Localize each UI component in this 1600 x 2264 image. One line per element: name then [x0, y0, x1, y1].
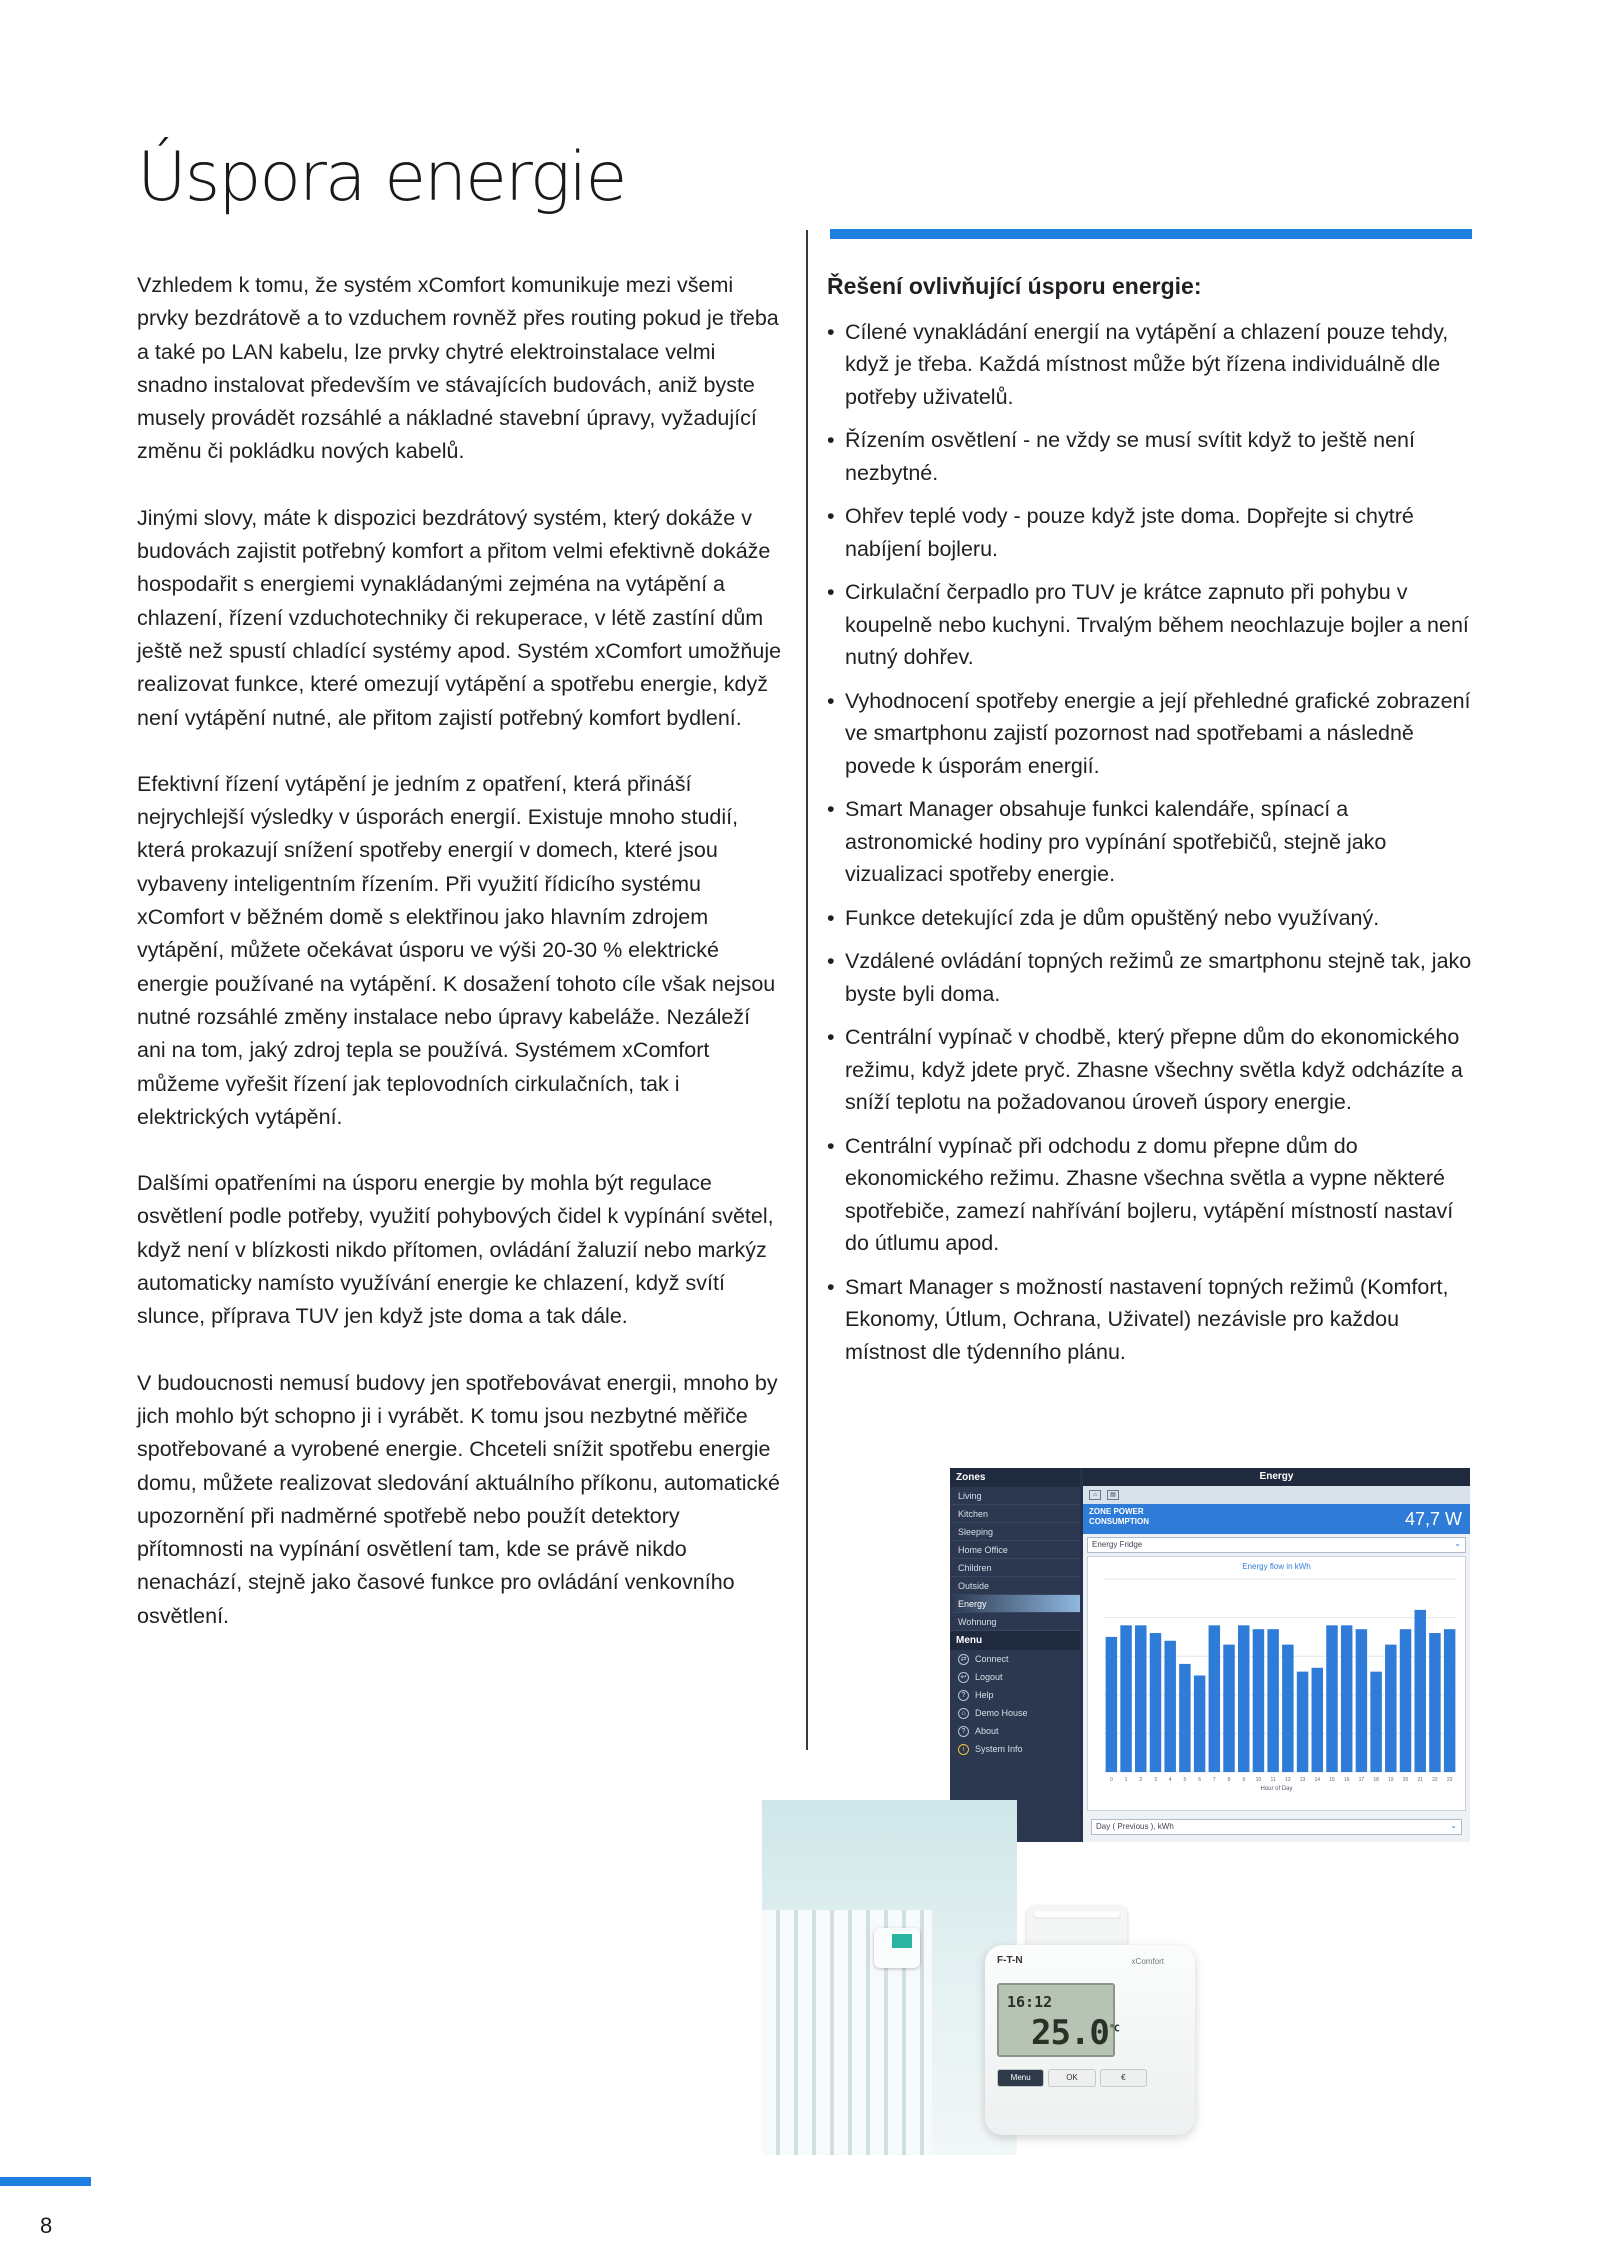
- bar-2: [1135, 1625, 1146, 1772]
- thermostat-cap-ring: [1033, 1911, 1121, 1919]
- bar-15: [1326, 1625, 1337, 1772]
- x-tick-label: 2: [1139, 1777, 1143, 1783]
- x-tick-label: 19: [1388, 1777, 1394, 1783]
- thermostat-menu-button: Menu: [997, 2069, 1044, 2087]
- paragraph: Jinými slovy, máte k dispozici bezdrátový systém, který dokáže v budovách zajistit potřebný komfort a přitom velmi efektivně dokáže hospodařit s energiemi vynakládanými zejména na vytápění a chlazení, řízení vzduchotechniky či rekuperace, v létě zastíní dům ještě než spustí chladící systémy apod. Systém xComfort umožňuje realizovat funkce, které omezují vytápění a spotřebu energie, když není vytápění nutné, ale přitom zajistí potřebný komfort bydlení.: [137, 505, 782, 730]
- x-tick-label: 14: [1314, 1777, 1321, 1783]
- paragraph: Efektivní řízení vytápění je jedním z opatření, která přináší nejrychlejší výsledky v úsporách energií. Existuje mnoho studií, která prokazují snížení spotřeby energií v domech, které jsou vybaveny inteligentním řízením. Při využití řídicího systému xComfort v běžném domě s elektřinou jako hlavním zdrojem vytápění, můžete očekávat úsporu ve výši 20-30 % elektrické energie používané na vytápění. K dosažení tohoto cíle však nejsou nutné rozsáhlé změny instalace nebo úpravy kabeláže. Nezáleží ani na tom, jaký zdroj tepla se používá. Systémem xComfort můžeme vyřešit řízení jak teplovodních cirkulačních, tak i elektrických vytápění.: [137, 771, 776, 1129]
- chevron-down-icon: ⌄: [1450, 1821, 1457, 1830]
- radiator-photo: [762, 1800, 1017, 2155]
- list-item: • Řízením osvětlení - ne vždy se musí svítit když to ještě není nezbytné.: [827, 424, 1475, 489]
- page-number: 8: [40, 2213, 53, 2238]
- sidebar-item-wohnung[interactable]: Wohnung: [950, 1613, 1080, 1631]
- bar-17: [1356, 1629, 1367, 1772]
- x-tick-label: 10: [1255, 1777, 1262, 1783]
- right-column: [827, 270, 1475, 1379]
- connect-icon: ⇄: [958, 1654, 969, 1665]
- bar-19: [1385, 1645, 1396, 1772]
- list-item: • Centrální vypínač v chodbě, který přepne dům do ekonomického režimu, když jdete pryč. Zhasne všechny světla když odcházíte a sníží teplotu na požadovanou úroveň úspory energie.: [827, 1021, 1475, 1119]
- thermostat-temperature: [1031, 2013, 1119, 2053]
- sidebar-item-sleeping[interactable]: Sleeping: [950, 1523, 1080, 1541]
- bar-3: [1150, 1633, 1161, 1772]
- menu-item-label: Demo House: [975, 1708, 1028, 1718]
- bar-0: [1106, 1637, 1117, 1772]
- list-item: • Smart Manager s možností nastavení topných režimů (Komfort, Ekonomy, Útlum, Ochrana, Uživatel) nezávisle pro každou místnost dle týdenního plánu.: [827, 1271, 1475, 1369]
- thermostat-brand: F-T-N: [997, 1955, 1023, 1966]
- bar-22: [1429, 1633, 1440, 1772]
- main-title: Energy: [1083, 1468, 1470, 1486]
- x-tick-label: 22: [1432, 1777, 1438, 1783]
- bar-14: [1312, 1668, 1323, 1772]
- home-icon[interactable]: ⌂: [1089, 1490, 1101, 1500]
- temperature-unit: °C: [1108, 2023, 1119, 2035]
- logout-icon: ↩: [958, 1672, 969, 1683]
- x-tick-label: 1: [1124, 1777, 1128, 1783]
- bar-20: [1400, 1629, 1411, 1772]
- bar-9: [1238, 1625, 1249, 1772]
- bullet-list: [827, 316, 1475, 1369]
- menu-item-about[interactable]: [950, 1722, 1080, 1740]
- x-tick-label: 5: [1183, 1777, 1187, 1783]
- sidebar-item-home-office[interactable]: Home Office: [950, 1541, 1080, 1559]
- bar-8: [1223, 1645, 1234, 1772]
- device-select[interactable]: [1087, 1537, 1466, 1553]
- sidebar-item-kitchen[interactable]: Kitchen: [950, 1505, 1080, 1523]
- bar-4: [1164, 1641, 1175, 1772]
- menu-item-help[interactable]: [950, 1686, 1080, 1704]
- list-item: • Cirkulační čerpadlo pro TUV je krátce zapnuto při pohybu v koupelně nebo kuchyni. Trvalým během neochlazuje bojler a není nutný dohřev.: [827, 576, 1475, 674]
- zone-power-label: ZONE POWER CONSUMPTION: [1089, 1507, 1149, 1526]
- bar-11: [1267, 1629, 1278, 1772]
- list-item: • Ohřev teplé vody - pouze když jste doma. Dopřejte si chytré nabíjení bojleru.: [827, 500, 1475, 565]
- bar-16: [1341, 1625, 1352, 1772]
- x-tick-label: 12: [1285, 1777, 1291, 1783]
- bar-12: [1282, 1645, 1293, 1772]
- app-main: [1083, 1468, 1470, 1842]
- x-tick-label: 21: [1417, 1777, 1424, 1783]
- list-item: • Funkce detekující zda je dům opuštěný nebo využívaný.: [827, 902, 1475, 935]
- bar-13: [1297, 1672, 1308, 1772]
- zones-heading: Zones: [950, 1468, 1080, 1487]
- x-tick-label: 9: [1242, 1777, 1246, 1783]
- sidebar-item-energy[interactable]: Energy: [950, 1595, 1080, 1613]
- page-title: Úspora energie: [137, 138, 626, 217]
- x-tick-label: 11: [1270, 1777, 1276, 1783]
- menu-item-label: About: [975, 1726, 999, 1736]
- tab-row: [1083, 1486, 1470, 1504]
- zone-power-bar: [1083, 1504, 1470, 1534]
- x-tick-label: 0: [1109, 1777, 1113, 1783]
- menu-item-label: Connect: [975, 1654, 1009, 1664]
- menu-item-demo-house[interactable]: [950, 1704, 1080, 1722]
- paragraph: Vzhledem k tomu, že systém xComfort komunikuje mezi všemi prvky bezdrátově a to vzduchem rovněž přes routing pokud je třeba a také po LAN kabelu, lze prvky chytré elektroinstalace velmi snadno instalovat především ve stávajících budovách, aniž byste musely provádět rozsáhlé a nákladné stavební úpravy, vyžadující změnu či pokládku nových kabelů.: [137, 273, 779, 464]
- sidebar-item-outside[interactable]: Outside: [950, 1577, 1080, 1595]
- x-tick-label: 4: [1168, 1777, 1172, 1783]
- list-item: • Vyhodnocení spotřeby energie a její přehledné grafické zobrazení ve smartphonu zajistí pozornost nad spotřebami a následně povede k úsporám energií.: [827, 685, 1475, 783]
- energy-chart: [1087, 1556, 1466, 1811]
- period-select-value: Day ( Previous ), kWh: [1096, 1822, 1174, 1831]
- app-screenshot: [950, 1468, 1470, 1842]
- menu-item-label: System Info: [975, 1744, 1023, 1754]
- list-item: • Smart Manager obsahuje funkci kalendáře, spínací a astronomické hodiny pro vypínání spotřebičů, stejně jako vizualizaci spotřeby energie.: [827, 793, 1475, 891]
- chart-icon[interactable]: ▤: [1107, 1490, 1119, 1500]
- bar-5: [1179, 1664, 1190, 1772]
- sidebar-item-living[interactable]: Living: [950, 1487, 1080, 1505]
- thermostat-time: 16:12: [1007, 1993, 1053, 2011]
- house-icon: ⌂: [958, 1708, 969, 1719]
- list-item: • Cílené vynakládání energií na vytápění a chlazení pouze tehdy, když je třeba. Každá místnost může být řízena individuálně dle potřeby uživatelů.: [827, 316, 1475, 414]
- x-tick-label: 7: [1212, 1777, 1216, 1783]
- footer-accent-rule: [0, 2177, 91, 2186]
- period-select[interactable]: [1091, 1819, 1462, 1835]
- radiator-valve: [874, 1928, 920, 1968]
- chart-title: Energy flow in kWh: [1242, 1562, 1311, 1571]
- column-divider: [806, 230, 808, 1750]
- accent-rule: [830, 229, 1472, 239]
- temperature-value: 25.0: [1031, 2013, 1109, 2053]
- x-tick-label: 15: [1329, 1777, 1335, 1783]
- x-tick-label: 6: [1198, 1777, 1201, 1783]
- info-icon: i: [958, 1744, 969, 1755]
- left-column: [137, 269, 782, 1666]
- menu-item-label: Help: [975, 1690, 994, 1700]
- bar-6: [1194, 1676, 1205, 1773]
- chevron-down-icon: ⌄: [1454, 1539, 1461, 1548]
- help-icon: ?: [958, 1690, 969, 1701]
- app-sidebar: [950, 1468, 1080, 1842]
- paragraph: Dalšími opatřeními na úsporu energie by mohla být regulace osvětlení podle potřeby, využití pohybových čidel k vypínání světel, když není v blízkosti nikdo přítomen, ovládání žaluzií nebo markýz automaticky namísto využívání energie ke chlazení, když svítí slunce, příprava TUV jen když jste doma a tak dále.: [137, 1171, 774, 1329]
- thermostat-ok-button: OK: [1048, 2069, 1095, 2087]
- x-tick-label: 23: [1446, 1777, 1453, 1783]
- paragraph: V budoucnosti nemusí budovy jen spotřebovávat energii, mnoho by jich mohlo být schopno ji i vyrábět. K tomu jsou nezbytné měřiče spotřebované a vyrobené energie. Chceteli snížit spotřebu energie domu, můžete realizovat sledování aktuálního příkonu, automatické upozornění při nadměrné spotřebě nebo použít detektory přítomnosti na vypínání osvětlení tam, kde se právě nikdo nenachází, stejně jako časové funkce pro ovládání venkovního osvětlení.: [137, 1370, 780, 1628]
- menu-item-connect[interactable]: [950, 1650, 1080, 1668]
- thermostat-display: [997, 1983, 1119, 2057]
- device-select-value: Energy Fridge: [1092, 1540, 1143, 1549]
- menu-heading: Menu: [950, 1631, 1080, 1650]
- thermostat-model: xComfort: [1131, 1957, 1164, 1966]
- x-tick-label: 16: [1343, 1777, 1350, 1783]
- x-axis-label: Hour of Day: [1260, 1786, 1293, 1792]
- chart-svg: [1088, 1557, 1465, 1810]
- menu-item-system-info[interactable]: [950, 1740, 1080, 1758]
- x-tick-label: 18: [1373, 1777, 1379, 1783]
- zone-power-value: 47,7 W: [1404, 1509, 1462, 1529]
- list-item: • Centrální vypínač při odchodu z domu přepne dům do ekonomického režimu. Zhasne všechna světla a vypne některé spotřebiče, zamezí nahřívání bojleru, vytápění místností nastaví do útlumu apod.: [827, 1130, 1475, 1260]
- bar-21: [1414, 1610, 1425, 1772]
- about-icon: ?: [958, 1726, 969, 1737]
- bar-10: [1253, 1629, 1264, 1772]
- x-tick-label: 17: [1358, 1777, 1365, 1783]
- thermostat-eco-button: €: [1100, 2069, 1147, 2087]
- x-tick-label: 3: [1154, 1777, 1157, 1783]
- list-item: • Vzdálené ovládání topných režimů ze smartphonu stejně tak, jako byste byli doma.: [827, 945, 1475, 1010]
- thermostat-image: [985, 1905, 1200, 2135]
- x-tick-label: 13: [1299, 1777, 1306, 1783]
- sidebar-item-children[interactable]: Children: [950, 1559, 1080, 1577]
- section-heading: Řešení ovlivňující úsporu energie:: [827, 273, 1202, 299]
- menu-item-label: Logout: [975, 1672, 1003, 1682]
- menu-item-logout[interactable]: [950, 1668, 1080, 1686]
- x-tick-label: 20: [1402, 1777, 1409, 1783]
- bar-1: [1120, 1625, 1131, 1772]
- x-tick-label: 8: [1227, 1777, 1231, 1783]
- bar-23: [1444, 1629, 1455, 1772]
- bar-7: [1209, 1625, 1220, 1772]
- bar-18: [1370, 1672, 1381, 1772]
- thermostat-buttons: [997, 2069, 1147, 2087]
